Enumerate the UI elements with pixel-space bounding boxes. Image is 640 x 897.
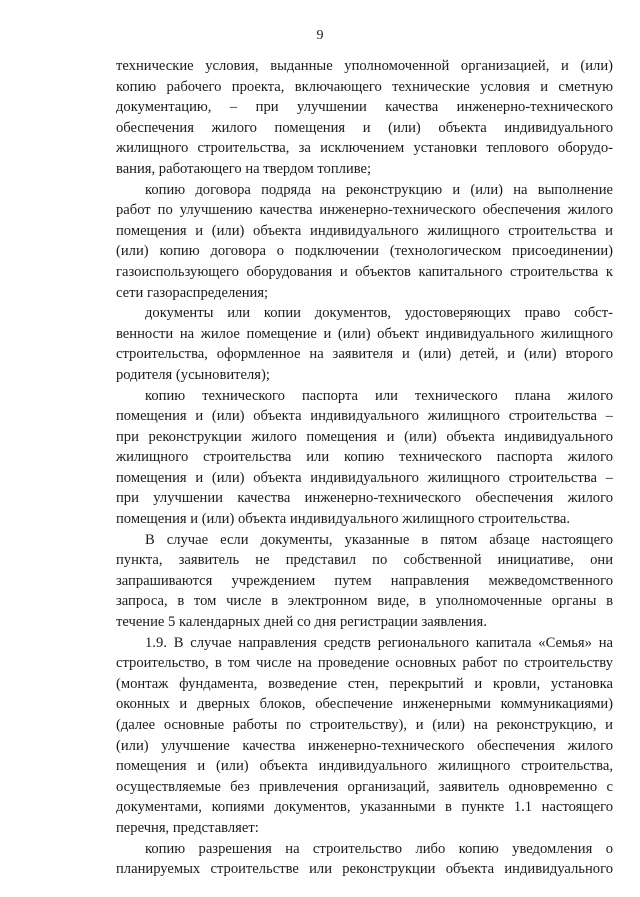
document-body — [116, 56, 613, 880]
text-line: венности на жилое помещение и (или) объект индивидуального жилищного — [116, 325, 613, 342]
text-line: В случае если документы, указанные в пятом абзаце настоящего — [145, 531, 613, 548]
page-number: 9 — [316, 28, 324, 43]
text-line: сети газораспределения; — [116, 284, 269, 301]
text-line: документы или копии документов, удостоверяющих право собст- — [145, 305, 613, 322]
text-line: при улучшении качества инженерно-технического обеспечения жилого — [116, 490, 613, 507]
text-line: помещения и (или) объекта индивидуального жилищного строительства, — [116, 758, 613, 775]
text-line: планируемых строительстве или реконструкции объекта индивидуального — [116, 861, 613, 878]
text-line: (далее основные работы по строительству), и (или) на реконструкцию, и — [116, 717, 613, 733]
paragraph — [116, 633, 613, 839]
text-line: технические условия, выданные уполномоченной организацией, и (или) — [116, 58, 613, 74]
text-line: документами, копиями документов, указанными в пункте 1.1 настоящего — [116, 799, 613, 816]
text-line: вания, работающего на твердом топливе; — [116, 160, 372, 177]
paragraph — [116, 56, 613, 180]
text-line: запроса, в том числе в электронном виде, в уполномоченные органы в — [116, 593, 613, 610]
text-line: помещения и (или) объекта индивидуального жилищного строительства – — [116, 469, 613, 486]
text-line: (монтаж фундамента, возведение стен, перекрытий и кровли, установка — [116, 675, 613, 692]
text-line: работ по улучшению качества инженерно-технического обеспечения жилого — [116, 202, 613, 219]
text-line: копию договора подряда на реконструкцию и (или) на выполнение — [145, 181, 613, 198]
text-line: оконных и дверных блоков, обеспечение инженерными коммуникациями) — [116, 696, 613, 713]
text-line: течение 5 календарных дней со дня регистрации заявления. — [116, 614, 487, 631]
paragraph — [116, 839, 613, 880]
text-line: помещения и (или) объекта индивидуального жилищного строительства – — [116, 408, 613, 425]
text-line: документацию, – при улучшении качества инженерно-технического — [116, 99, 613, 116]
text-line: помещения и (или) объекта индивидуального жилищного строительства. — [116, 511, 571, 528]
text-line: обеспечения жилого помещения и (или) объекта индивидуального — [116, 119, 613, 136]
text-line: запрашиваются учреждением путем направления межведомственного — [116, 572, 613, 589]
text-line: 1.9. В случае направления средств регионального капитала «Семья» на — [145, 634, 613, 651]
text-line: копию рабочего проекта, включающего технические условия и сметную — [116, 78, 613, 95]
text-line: перечня, представляет: — [116, 819, 259, 836]
text-line: при реконструкции жилого помещения и (или) объекта индивидуального — [116, 428, 613, 445]
text-line: копию разрешения на строительство либо копию уведомления о — [145, 840, 613, 857]
paragraph — [116, 530, 613, 633]
text-line: строительство, в том числе на проведение основных работ по строительству — [116, 655, 613, 672]
text-line: помещения и (или) объекта индивидуального жилищного строительства и — [116, 222, 613, 239]
text-line: строительства, оформленное на заявителя и (или) детей, и (или) второго — [116, 346, 613, 363]
text-line: пункта, заявитель не представил по собственной инициативе, они — [116, 552, 613, 569]
text-line: (или) копию договора о подключении (технологическом присоединении) — [116, 243, 613, 260]
paragraph — [116, 303, 613, 385]
text-line: копию технического паспорта или технического плана жилого — [145, 387, 613, 404]
text-line: жилищного строительства, за исключением установки теплового оборудо- — [116, 140, 613, 157]
text-line: жилищного строительства или копию технического паспорта жилого — [116, 449, 613, 466]
text-line: (или) улучшение качества инженерно-технического обеспечения жилого — [116, 737, 613, 754]
text-line: осуществляемые без привлечения организаций, заявитель одновременно с — [116, 778, 613, 795]
paragraph — [116, 180, 613, 304]
text-line: родителя (усыновителя); — [116, 366, 270, 383]
text-line: газоиспользующего оборудования и объектов капитального строительства к — [116, 263, 613, 280]
paragraph — [116, 386, 613, 530]
